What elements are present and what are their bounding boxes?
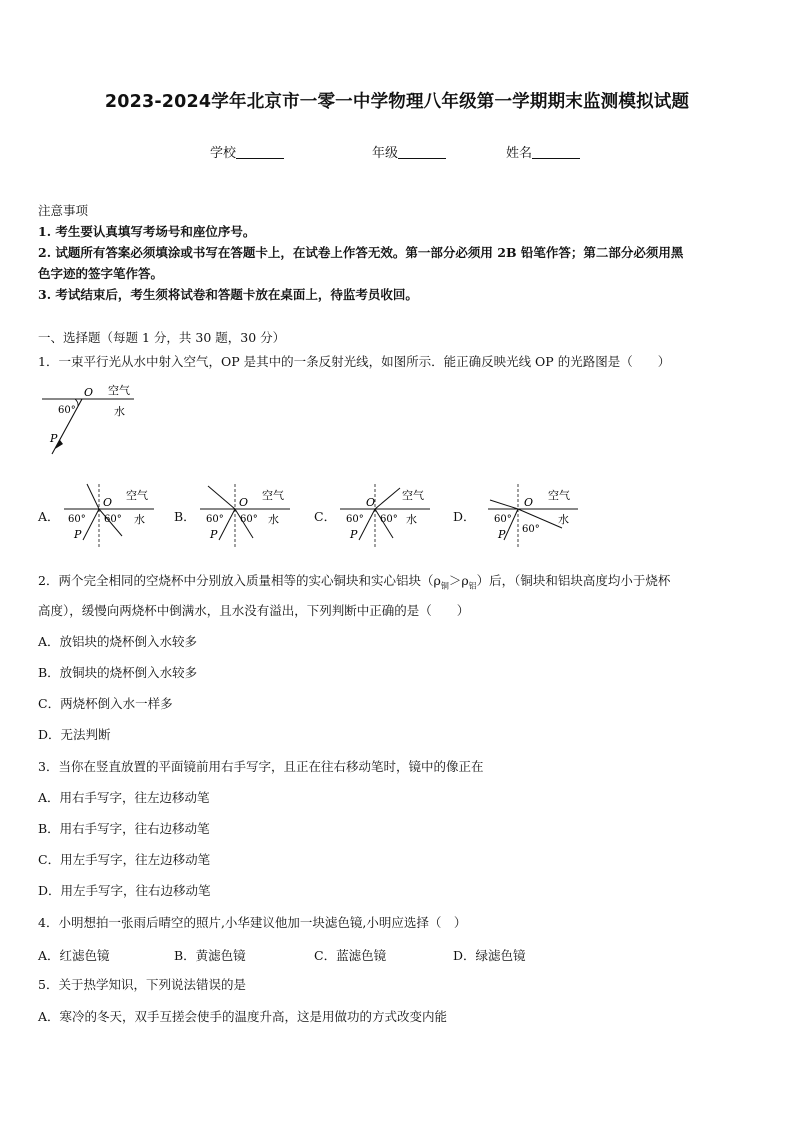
school-blank: [236, 145, 284, 159]
fig-air-label: 空气: [108, 384, 130, 397]
q2-stem: [38, 573, 760, 592]
fig-c-o: O: [366, 496, 376, 509]
fig-d-water: 水: [558, 513, 569, 526]
fig-d-p: P: [498, 528, 506, 541]
fig-d-o: O: [524, 496, 534, 509]
fig-a-water: 水: [134, 513, 145, 526]
fig-point-o: O: [84, 386, 94, 399]
page-title: 2023-2024学年北京市一零一中学物理八年级第一学期期末监测模拟试题: [104, 92, 690, 112]
name-label: 姓名: [506, 146, 533, 161]
fig-b-air: 空气: [262, 489, 284, 502]
q2-sub-copper: 铜: [440, 581, 449, 591]
note-item-3: 3. 考试结束后，考生须将试卷和答题卡放在桌面上，待监考员收回。: [38, 287, 418, 302]
grade-label: 年级: [372, 146, 399, 161]
fig-angle-label: 60°: [58, 405, 76, 416]
q2-stem-b: ）后，（铜块和铝块高度均小于烧杯: [476, 573, 671, 588]
fig-b-o: O: [239, 496, 249, 509]
q2-stem-a: 2．两个完全相同的空烧杯中分别放入质量相等的实心铜块和实心铝块（ρ: [38, 573, 441, 588]
fig-c-angle-1: 60°: [346, 514, 364, 525]
q4-option-a[interactable]: A．红滤色镜: [38, 948, 110, 963]
name-field: [506, 142, 580, 161]
q1-option-c-figure: [338, 482, 438, 550]
name-blank: [532, 145, 580, 159]
section-heading: 一、选择题（每题 1 分，共 30 题，30 分）: [38, 330, 286, 345]
fig-b-p: P: [210, 528, 218, 541]
fig-c-water: 水: [406, 513, 417, 526]
q5-option-a[interactable]: A．寒冷的冬天，双手互搓会使手的温度升高，这是用做功的方式改变内能: [38, 1009, 448, 1024]
fig-b-angle-1: 60°: [206, 514, 224, 525]
q1-main-figure: [38, 380, 148, 460]
fig-d-angle-1: 60°: [494, 514, 512, 525]
fig-point-p: P: [50, 432, 58, 445]
fig-b-angle-2: 60°: [240, 514, 258, 525]
grade-field: [372, 142, 446, 161]
q1-option-c[interactable]: C．: [314, 509, 337, 524]
q1-option-d-figure: [482, 482, 582, 550]
q3-option-b[interactable]: B．用右手写字，往右边移动笔: [38, 821, 210, 836]
note-item-1: 1. 考生要认真填写考场号和座位序号。: [38, 224, 256, 239]
q3-option-d[interactable]: D．用左手写字，往右边移动笔: [38, 883, 211, 898]
q4-option-c[interactable]: C．蓝滤色镜: [314, 948, 387, 963]
fig-a-o: O: [103, 496, 113, 509]
grade-blank: [398, 145, 446, 159]
q3-option-a[interactable]: A．用右手写字，往左边移动笔: [38, 790, 210, 805]
q3-stem: 3．当你在竖直放置的平面镜前用右手写字，且正在往右移动笔时，镜中的像正在: [38, 759, 484, 774]
q1-option-b-figure: [198, 482, 298, 550]
note-item-2: 2. 试题所有答案必须填涂或书写在答题卡上，在试卷上作答无效。第一部分必须用 2B 铅笔作答；第二部分必须用黑: [38, 245, 684, 260]
fig-a-air: 空气: [126, 489, 148, 502]
fig-c-angle-2: 60°: [380, 514, 398, 525]
fig-water-label: 水: [114, 405, 125, 418]
q1-option-a[interactable]: A．: [38, 509, 60, 524]
q2-sub-aluminum: 铝: [468, 581, 477, 591]
fig-b-water: 水: [268, 513, 279, 526]
fig-d-air: 空气: [548, 489, 570, 502]
q4-stem: 4．小明想拍一张雨后晴空的照片,小华建议他加一块滤色镜,小明应选择（ ）: [38, 915, 467, 930]
q3-option-c[interactable]: C．用左手写字，往左边移动笔: [38, 852, 211, 867]
q2-option-c[interactable]: C．两烧杯倒入水一样多: [38, 696, 173, 711]
note-item-2-cont: 色字迹的签字笔作答。: [38, 266, 164, 281]
school-field: [210, 142, 284, 161]
notes-heading: 注意事项: [38, 203, 89, 218]
fig-c-p: P: [350, 528, 358, 541]
q2-stem-line2: 高度），缓慢向两烧杯中倒满水，且水没有溢出，下列判断中正确的是（ ）: [38, 603, 470, 618]
q1-option-b[interactable]: B．: [174, 509, 196, 524]
q4-option-d[interactable]: D．绿滤色镜: [453, 948, 526, 963]
q2-option-b[interactable]: B．放铜块的烧杯倒入水较多: [38, 665, 198, 680]
q2-option-d[interactable]: D．无法判断: [38, 727, 111, 742]
q2-stem-mid: ＞ρ: [448, 573, 469, 588]
q2-option-a[interactable]: A．放铝块的烧杯倒入水较多: [38, 634, 198, 649]
q1-option-d[interactable]: D．: [453, 509, 476, 524]
fig-d-angle-2: 60°: [522, 524, 540, 535]
fig-a-angle-1: 60°: [68, 514, 86, 525]
fig-c-air: 空气: [402, 489, 424, 502]
q1-stem: 1．一束平行光从水中射入空气，OP 是其中的一条反射光线，如图所示．能正确反映光线 OP 的光路图是（ ）: [38, 354, 671, 369]
school-label: 学校: [210, 146, 237, 161]
fig-a-angle-2: 60°: [104, 514, 122, 525]
q4-option-b[interactable]: B．黄滤色镜: [174, 948, 246, 963]
q5-stem: 5．关于热学知识，下列说法错误的是: [38, 977, 246, 992]
q1-option-a-figure: [62, 482, 162, 550]
fig-a-p: P: [74, 528, 82, 541]
